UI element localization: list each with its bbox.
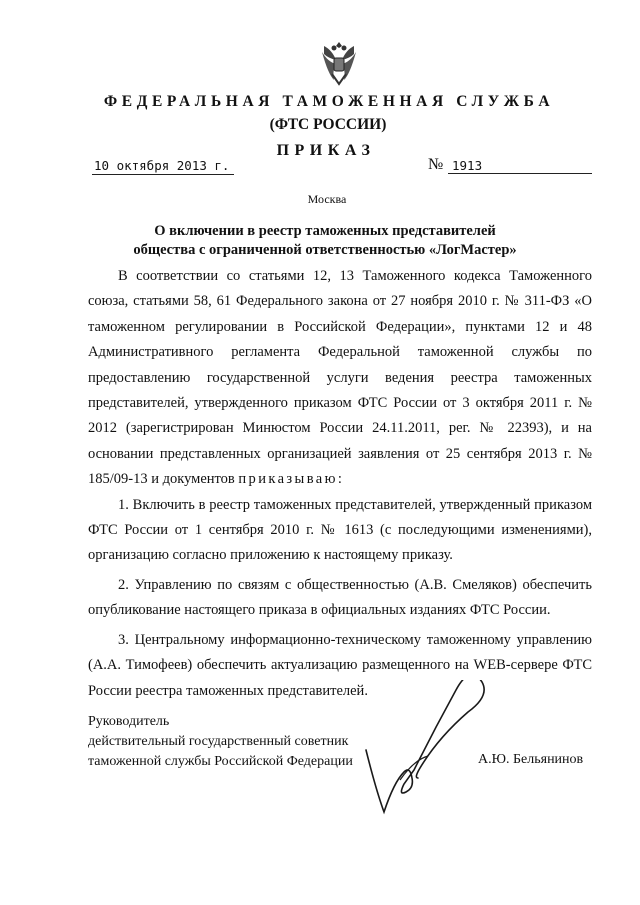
document-title [0, 222, 640, 260]
handwritten-signature [360, 680, 490, 820]
coat-of-arms-icon [318, 38, 360, 88]
signatory-line-3: таможенной службы Российской Федерации [88, 754, 353, 769]
order-date: 10 октября 2013 г. [92, 158, 234, 175]
document-body [88, 264, 592, 704]
preamble-text: В соответствии со статьями 12, 13 Таможенного кодекса Таможенного союза, статьями 58, 61 Федерального закона от 27 ноября 2010 г. № 311-ФЗ «О таможенном регулировании в Российской Федерации», пунктами 12 и 48 Административного регламента Федеральной таможенной службы по предоставлению государственной услуги ведения реестра таможенных представителей, утвержденного приказом ФТС России от 3 октября 2011 г. № 2012 (зарегистрирован Минюстом России 24.11.2011, рег. № 22393), и на основании представленных организацией заявления от 25 сентября 2013 г. № 185/09-13 и документов [88, 268, 592, 488]
title-line-1: О включении в реестр таможенных представителей [154, 223, 496, 239]
item-3: 3. Центральному информационно-техническому таможенному управлению (А.А. Тимофеев) обеспечить актуализацию размещенного на WEB-сервере ФТС России реестра таможенных представителей. [88, 631, 592, 699]
document-type: ПРИКАЗ [276, 142, 376, 159]
order-number-label: № [428, 156, 444, 173]
signatory-line-1: Руководитель [88, 714, 170, 729]
agency-abbreviation: (ФТС РОССИИ) [269, 116, 387, 133]
preamble-paragraph [88, 264, 592, 493]
order-word: приказываю: [238, 471, 345, 488]
order-number: 1913 [448, 158, 592, 174]
agency-name: ФЕДЕРАЛЬНАЯ ТАМОЖЕННАЯ СЛУЖБА [103, 93, 555, 110]
signatory-title [88, 712, 353, 772]
item-1: 1. Включить в реестр таможенных представителей, утвержденный приказом ФТС России от 1 сентября 2010 г. № 1613 (с последующими изменениями), организацию согласно приложению к настоящему приказу. [88, 496, 592, 564]
city: Москва [307, 192, 347, 206]
item-2: 2. Управлению по связям с общественностью (А.В. Смеляков) обеспечить опубликование настоящего приказа в официальных изданиях ФТС России. [88, 576, 592, 619]
title-line-2: общества с ограниченной ответственностью «ЛогМастер» [133, 242, 517, 258]
signatory-name: А.Ю. Бельянинов [478, 752, 584, 767]
signatory-line-2: действительный государственный советник [88, 734, 349, 749]
